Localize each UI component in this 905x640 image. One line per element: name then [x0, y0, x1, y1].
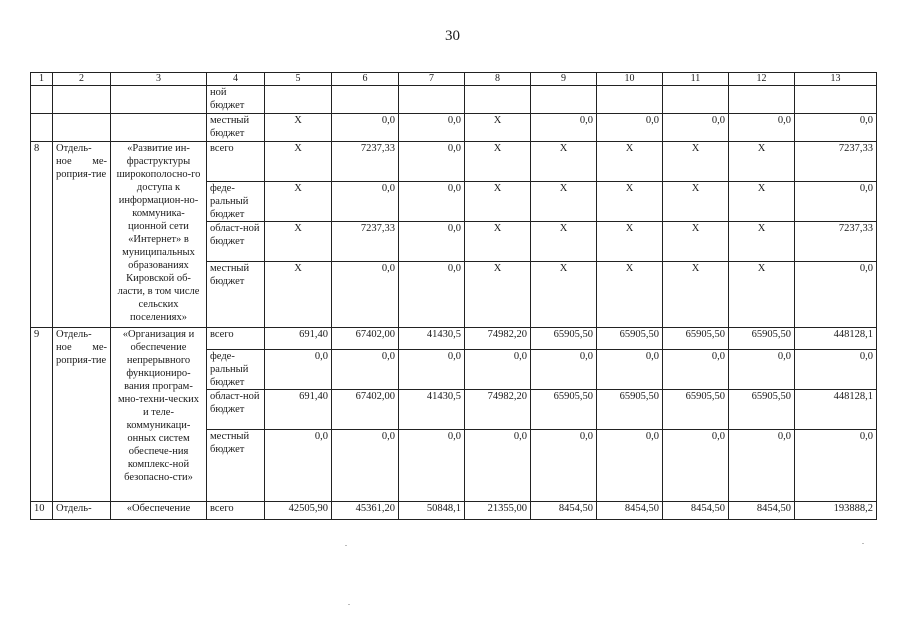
- value-cell: 7237,33: [795, 142, 877, 182]
- value-cell: X: [531, 182, 597, 222]
- value-cell: 0,0: [399, 430, 465, 502]
- table-row: [31, 114, 877, 142]
- column-number-cell: 1: [31, 73, 53, 86]
- measure-name-cell: «Развитие ин-фраструктуры широкополосно-го доступа к информацион-но-коммуника-ционной сети «Интернет» в муниципальных образованиях Кировской об-ласти, в том числе сельских поселениях»: [111, 142, 207, 328]
- value-cell: 0,0: [531, 430, 597, 502]
- value-cell: 0,0: [465, 350, 531, 390]
- value-cell: X: [729, 142, 795, 182]
- value-cell: 0,0: [597, 430, 663, 502]
- value-cell: X: [465, 114, 531, 142]
- value-cell: 0,0: [332, 262, 399, 328]
- value-cell: X: [531, 222, 597, 262]
- empty-cell: [111, 114, 207, 142]
- empty-cell: [111, 86, 207, 114]
- column-number-cell: 13: [795, 73, 877, 86]
- funding-source-cell: местный бюджет: [207, 262, 265, 328]
- measure-index-cell: 9: [31, 328, 53, 502]
- value-cell: 0,0: [597, 114, 663, 142]
- value-cell: 65905,50: [531, 328, 597, 350]
- empty-cell: [53, 114, 111, 142]
- column-number-cell: 6: [332, 73, 399, 86]
- table-row: [31, 502, 877, 520]
- value-cell: X: [265, 182, 332, 222]
- value-cell: 0,0: [265, 350, 332, 390]
- value-cell: 0,0: [399, 142, 465, 182]
- value-cell: 0,0: [399, 222, 465, 262]
- value-cell: [795, 86, 877, 114]
- value-cell: [729, 86, 795, 114]
- column-number-cell: 7: [399, 73, 465, 86]
- value-cell: X: [729, 262, 795, 328]
- value-cell: X: [465, 222, 531, 262]
- value-cell: 8454,50: [729, 502, 795, 520]
- value-cell: X: [531, 262, 597, 328]
- value-cell: 0,0: [465, 430, 531, 502]
- column-number-cell: 11: [663, 73, 729, 86]
- value-cell: 0,0: [795, 114, 877, 142]
- value-cell: X: [663, 262, 729, 328]
- value-cell: 8454,50: [663, 502, 729, 520]
- value-cell: X: [465, 142, 531, 182]
- value-cell: X: [663, 182, 729, 222]
- value-cell: X: [597, 222, 663, 262]
- value-cell: X: [265, 262, 332, 328]
- measure-kind-cell: Отдель-: [53, 502, 111, 520]
- funding-source-cell: феде-ральный бюджет: [207, 350, 265, 390]
- value-cell: 67402,00: [332, 328, 399, 350]
- column-number-cell: 9: [531, 73, 597, 86]
- value-cell: X: [265, 222, 332, 262]
- value-cell: 74982,20: [465, 328, 531, 350]
- value-cell: X: [465, 182, 531, 222]
- value-cell: [465, 86, 531, 114]
- funding-source-cell: феде-ральный бюджет: [207, 182, 265, 222]
- funding-source-cell: ной бюджет: [207, 86, 265, 114]
- value-cell: 65905,50: [663, 328, 729, 350]
- value-cell: 0,0: [332, 350, 399, 390]
- empty-cell: [31, 114, 53, 142]
- value-cell: 45361,20: [332, 502, 399, 520]
- value-cell: 0,0: [729, 114, 795, 142]
- value-cell: X: [597, 262, 663, 328]
- value-cell: 193888,2: [795, 502, 877, 520]
- value-cell: 0,0: [795, 430, 877, 502]
- value-cell: 0,0: [399, 350, 465, 390]
- value-cell: X: [597, 182, 663, 222]
- value-cell: 67402,00: [332, 390, 399, 430]
- value-cell: 41430,5: [399, 328, 465, 350]
- scan-speck: [345, 545, 347, 546]
- value-cell: X: [663, 222, 729, 262]
- value-cell: X: [265, 142, 332, 182]
- value-cell: 7237,33: [795, 222, 877, 262]
- table-row: [31, 142, 877, 182]
- value-cell: 0,0: [531, 114, 597, 142]
- value-cell: 42505,90: [265, 502, 332, 520]
- value-cell: 0,0: [531, 350, 597, 390]
- scan-speck: [862, 543, 864, 544]
- budget-table: [30, 72, 877, 520]
- value-cell: 0,0: [399, 262, 465, 328]
- value-cell: 0,0: [663, 430, 729, 502]
- value-cell: 691,40: [265, 328, 332, 350]
- funding-source-cell: област-ной бюджет: [207, 390, 265, 430]
- measure-index-cell: 10: [31, 502, 53, 520]
- value-cell: 0,0: [663, 114, 729, 142]
- value-cell: [399, 86, 465, 114]
- value-cell: 0,0: [663, 350, 729, 390]
- value-cell: 8454,50: [531, 502, 597, 520]
- value-cell: X: [597, 142, 663, 182]
- funding-source-cell: всего: [207, 502, 265, 520]
- funding-source-cell: местный бюджет: [207, 430, 265, 502]
- funding-source-cell: всего: [207, 142, 265, 182]
- value-cell: X: [729, 222, 795, 262]
- value-cell: 0,0: [729, 350, 795, 390]
- value-cell: [531, 86, 597, 114]
- value-cell: X: [531, 142, 597, 182]
- value-cell: 65905,50: [531, 390, 597, 430]
- value-cell: 691,40: [265, 390, 332, 430]
- value-cell: 7237,33: [332, 142, 399, 182]
- value-cell: 74982,20: [465, 390, 531, 430]
- column-number-cell: 8: [465, 73, 531, 86]
- value-cell: 0,0: [399, 182, 465, 222]
- value-cell: 65905,50: [729, 390, 795, 430]
- value-cell: 8454,50: [597, 502, 663, 520]
- page-number: 30: [445, 28, 460, 44]
- value-cell: 50848,1: [399, 502, 465, 520]
- value-cell: 0,0: [729, 430, 795, 502]
- value-cell: 448128,1: [795, 390, 877, 430]
- value-cell: 65905,50: [597, 328, 663, 350]
- column-number-cell: 12: [729, 73, 795, 86]
- funding-source-cell: всего: [207, 328, 265, 350]
- funding-source-cell: област-ной бюджет: [207, 222, 265, 262]
- value-cell: 0,0: [597, 350, 663, 390]
- value-cell: [663, 86, 729, 114]
- value-cell: 65905,50: [729, 328, 795, 350]
- value-cell: 0,0: [795, 350, 877, 390]
- value-cell: X: [265, 114, 332, 142]
- value-cell: 0,0: [399, 114, 465, 142]
- value-cell: 65905,50: [597, 390, 663, 430]
- value-cell: 0,0: [332, 182, 399, 222]
- value-cell: 41430,5: [399, 390, 465, 430]
- column-number-cell: 2: [53, 73, 111, 86]
- column-number-row: [31, 73, 877, 86]
- value-cell: 0,0: [332, 114, 399, 142]
- value-cell: 0,0: [265, 430, 332, 502]
- table-row: [31, 328, 877, 350]
- scan-speck: [348, 604, 350, 605]
- measure-kind-cell: Отдель-ное ме-роприя-тие: [53, 328, 111, 502]
- funding-source-cell: местный бюджет: [207, 114, 265, 142]
- value-cell: 0,0: [795, 262, 877, 328]
- value-cell: 0,0: [332, 430, 399, 502]
- column-number-cell: 4: [207, 73, 265, 86]
- table-row: [31, 86, 877, 114]
- value-cell: [332, 86, 399, 114]
- empty-cell: [53, 86, 111, 114]
- column-number-cell: 5: [265, 73, 332, 86]
- value-cell: X: [663, 142, 729, 182]
- empty-cell: [31, 86, 53, 114]
- value-cell: X: [465, 262, 531, 328]
- value-cell: 0,0: [795, 182, 877, 222]
- measure-kind-cell: Отдель-ное ме-роприя-тие: [53, 142, 111, 328]
- column-number-cell: 10: [597, 73, 663, 86]
- measure-name-cell: «Обеспечение: [111, 502, 207, 520]
- value-cell: 448128,1: [795, 328, 877, 350]
- measure-name-cell: «Организация и обеспечение непрерывного функциониро-вания програм-мно-техни-ческих и теле-коммуникаци-онных систем обеспече-ния комплекс-ной безопасно-сти»: [111, 328, 207, 502]
- measure-index-cell: 8: [31, 142, 53, 328]
- value-cell: [265, 86, 332, 114]
- value-cell: X: [729, 182, 795, 222]
- column-number-cell: 3: [111, 73, 207, 86]
- value-cell: [597, 86, 663, 114]
- value-cell: 7237,33: [332, 222, 399, 262]
- value-cell: 21355,00: [465, 502, 531, 520]
- value-cell: 65905,50: [663, 390, 729, 430]
